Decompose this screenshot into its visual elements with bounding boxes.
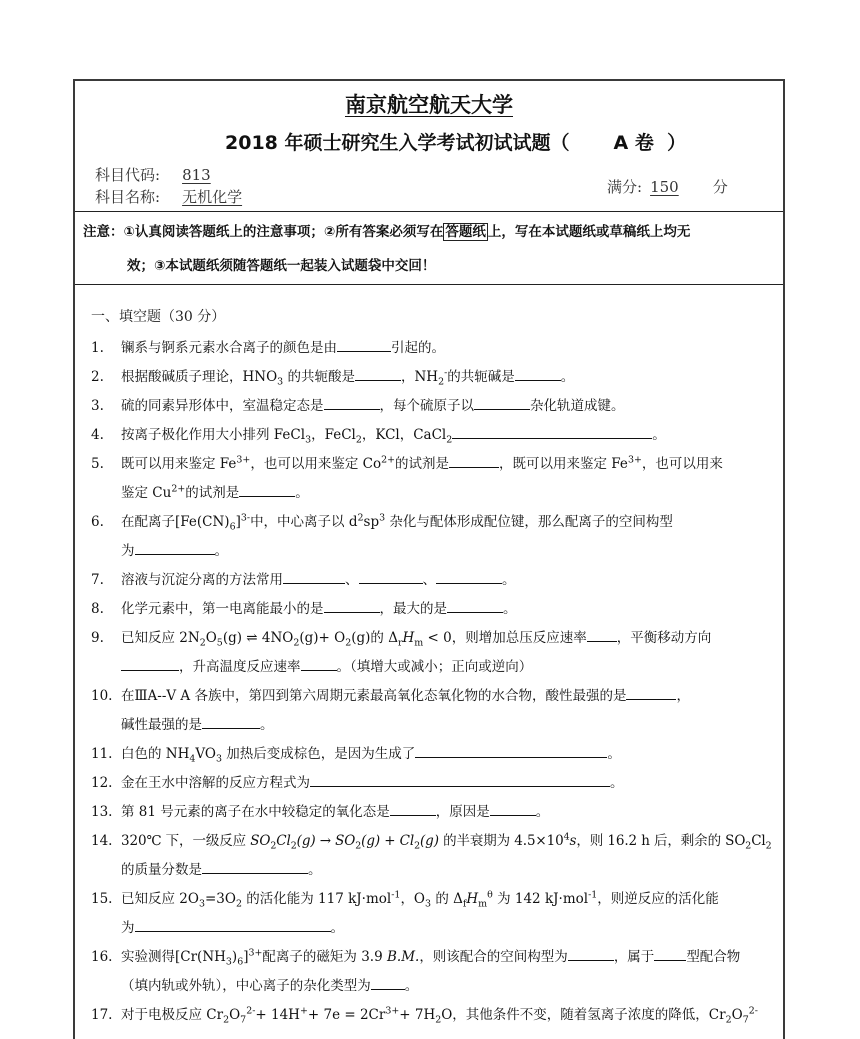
question-text: < 0，则增加总压反应速率 bbox=[423, 630, 587, 646]
question-text: 在ⅢA--Ⅴ A 各族中，第四到第六周期元素最高氧化态氧化物的水合物，酸性最强的是 bbox=[121, 688, 627, 704]
subscript: m bbox=[478, 898, 488, 910]
question-text: 的半衰期为 4.5×10 bbox=[438, 833, 564, 849]
question-text: 。 bbox=[502, 572, 516, 588]
question-number: 3. bbox=[91, 398, 104, 414]
question-number: 11. bbox=[91, 746, 113, 762]
question-text: 。 bbox=[535, 804, 550, 820]
subscript: 2 bbox=[290, 840, 297, 852]
notice-line-1 bbox=[83, 215, 779, 249]
exam-title bbox=[225, 129, 686, 157]
question-line bbox=[121, 653, 775, 682]
question-line bbox=[121, 363, 775, 392]
question-text: 的试剂是 bbox=[395, 456, 450, 472]
subscript: m bbox=[414, 637, 424, 649]
answer-blank bbox=[121, 656, 179, 671]
answer-blank bbox=[202, 859, 308, 874]
question-item bbox=[91, 1001, 775, 1030]
question-text: 的共轭酸是 bbox=[283, 369, 355, 385]
superscript: θ bbox=[487, 889, 493, 901]
subscript: 6 bbox=[237, 956, 244, 968]
question-body bbox=[121, 798, 775, 827]
question-item bbox=[91, 827, 775, 885]
notice-line-2: 效；③本试题纸须随答题纸一起装入试题袋中交回！ bbox=[127, 258, 436, 274]
subscript: 2 bbox=[446, 434, 453, 446]
answer-blank bbox=[515, 366, 561, 381]
question-text: =3O bbox=[204, 891, 236, 907]
question-text: ，最大的是 bbox=[379, 601, 447, 617]
subscript: 3 bbox=[277, 376, 284, 388]
answer-blank bbox=[324, 598, 380, 613]
subscript: 2 bbox=[414, 840, 420, 852]
question-text: SO bbox=[250, 833, 271, 849]
subscript: 3 bbox=[216, 753, 223, 765]
question-text: ，既可以用来鉴定 Fe bbox=[499, 456, 628, 472]
answer-sheet-box: 答题纸 bbox=[445, 224, 486, 240]
question-list bbox=[91, 334, 775, 1030]
question-item bbox=[91, 740, 775, 769]
subject-code bbox=[95, 165, 211, 185]
question-text: VO bbox=[195, 746, 216, 762]
question-body bbox=[121, 943, 775, 1001]
question-line bbox=[121, 566, 775, 595]
question-text: 的共轭碱是 bbox=[447, 369, 515, 385]
question-item bbox=[91, 769, 775, 798]
title-paren-close: ） bbox=[667, 132, 687, 154]
full-score-label: 满分: bbox=[607, 178, 643, 196]
question-body bbox=[121, 421, 775, 450]
question-text: ) bbox=[231, 949, 238, 965]
question-text: 。 bbox=[560, 369, 575, 385]
university-title bbox=[75, 91, 783, 119]
answer-blank bbox=[135, 540, 215, 555]
question-text: ，每个硫原子以 bbox=[379, 398, 474, 414]
answer-blank bbox=[283, 569, 345, 584]
answer-blank bbox=[447, 598, 503, 613]
question-body bbox=[121, 682, 775, 740]
superscript: -1 bbox=[588, 889, 598, 901]
question-text: 的 Δ bbox=[431, 891, 463, 907]
question-text: ，也可以用来 bbox=[641, 456, 723, 472]
question-text: 加热后变成棕色，是因为生成了 bbox=[222, 746, 416, 762]
question-text: ，O bbox=[400, 891, 426, 907]
question-line bbox=[121, 537, 775, 566]
question-text: ] bbox=[235, 514, 241, 530]
notice-text-2: 上，写在本试题纸或草稿纸上均无 bbox=[487, 224, 691, 240]
subscript: 3 bbox=[425, 898, 432, 910]
subscript: 2 bbox=[745, 840, 752, 852]
question-body bbox=[121, 392, 775, 421]
subscript: 2 bbox=[223, 1014, 230, 1026]
question-text: 的试剂是 bbox=[185, 485, 240, 501]
question-text: 、 bbox=[422, 572, 436, 588]
subscript: 2 bbox=[725, 1014, 732, 1026]
question-text: 。 bbox=[214, 543, 228, 559]
question-text: 为 142 kJ·mol bbox=[492, 891, 589, 907]
answer-blank bbox=[587, 627, 617, 642]
question-item bbox=[91, 450, 775, 508]
question-text: O bbox=[205, 630, 217, 646]
question-text: H bbox=[402, 630, 415, 646]
answer-blank bbox=[568, 946, 614, 961]
question-text: 杂化轨道成键。 bbox=[530, 398, 625, 414]
question-line bbox=[121, 943, 775, 972]
question-text: Cl bbox=[751, 833, 766, 849]
answer-blank bbox=[202, 714, 260, 729]
question-text: 。 bbox=[404, 978, 419, 994]
question-line bbox=[121, 972, 775, 1001]
question-body bbox=[121, 740, 775, 769]
question-text: 、 bbox=[345, 572, 359, 588]
notice-text-1: ①认真阅读答题纸上的注意事项；②所有答案必须写在 bbox=[123, 224, 444, 240]
answer-blank bbox=[390, 801, 436, 816]
subject-code-value: 813 bbox=[182, 166, 211, 184]
question-text: O，其他条件不变，随着氢离子浓度的降低，Cr bbox=[441, 1007, 726, 1023]
title-space bbox=[654, 132, 667, 154]
question-text: 。 bbox=[610, 775, 624, 791]
question-text: 中，中心离子以 d bbox=[250, 514, 358, 530]
question-text: 金在王水中溶解的反应方程式为 bbox=[121, 775, 310, 791]
question-text: 。 bbox=[652, 427, 666, 443]
question-text: 。 bbox=[295, 485, 309, 501]
question-line bbox=[121, 479, 775, 508]
question-body bbox=[121, 885, 775, 943]
full-score-unit: 分 bbox=[712, 178, 728, 196]
question-line bbox=[121, 798, 775, 827]
question-number: 16. bbox=[91, 949, 113, 965]
subscript: 2 bbox=[270, 840, 277, 852]
question-text: (g)的 Δ bbox=[351, 630, 398, 646]
question-text: s bbox=[569, 833, 577, 849]
question-text: 根据酸碱质子理论，HNO bbox=[121, 369, 278, 385]
question-text: 按离子极化作用大小排列 FeCl bbox=[121, 427, 306, 443]
question-number: 10. bbox=[91, 688, 113, 704]
question-text: 溶液与沉淀分离的方法常用 bbox=[121, 572, 283, 588]
question-text: 。 bbox=[260, 717, 274, 733]
superscript: - bbox=[444, 367, 448, 379]
question-text: + 7H bbox=[399, 1007, 436, 1023]
university-name: 南京航空航天大学 bbox=[345, 93, 513, 117]
subscript: 2 bbox=[199, 637, 206, 649]
question-body bbox=[121, 566, 775, 595]
question-item bbox=[91, 943, 775, 1001]
question-item bbox=[91, 798, 775, 827]
question-line bbox=[121, 450, 775, 479]
answer-blank bbox=[135, 917, 331, 932]
answer-blank bbox=[359, 569, 423, 584]
question-text: H bbox=[466, 891, 479, 907]
subscript: 2 bbox=[355, 434, 362, 446]
question-text: 鉴定 Cu bbox=[121, 485, 172, 501]
subscript: 3 bbox=[225, 956, 232, 968]
question-text: (g) bbox=[419, 833, 439, 849]
question-text: (g)+ O bbox=[299, 630, 346, 646]
subject-name-label: 科目名称: bbox=[95, 188, 161, 206]
question-line bbox=[121, 856, 775, 885]
question-text: + 14H bbox=[255, 1007, 300, 1023]
question-text: ，则该配合的空间构型为 bbox=[419, 949, 568, 965]
question-text: O bbox=[229, 1007, 241, 1023]
question-text: ，KCl，CaCl bbox=[361, 427, 447, 443]
question-text: ，平衡移动方向 bbox=[616, 630, 712, 646]
superscript: 3+ bbox=[627, 454, 642, 466]
question-text: 。 bbox=[503, 601, 517, 617]
question-item bbox=[91, 624, 775, 682]
question-line bbox=[121, 334, 775, 363]
answer-blank bbox=[371, 975, 405, 990]
question-text: 既可以用来鉴定 Fe bbox=[121, 456, 237, 472]
exam-frame bbox=[73, 79, 785, 1039]
question-item bbox=[91, 334, 775, 363]
subscript: 3 bbox=[305, 434, 312, 446]
question-text: ，属于 bbox=[613, 949, 655, 965]
answer-blank bbox=[452, 424, 652, 439]
question-text: 。 bbox=[308, 862, 322, 878]
question-text: 为 bbox=[121, 920, 135, 936]
superscript: 3- bbox=[240, 512, 251, 524]
question-text: 镧系与锕系元素水合离子的颜色是由 bbox=[121, 340, 337, 356]
subscript: 2 bbox=[435, 1014, 442, 1026]
answer-blank bbox=[436, 569, 502, 584]
question-text: 白色的 NH bbox=[121, 746, 190, 762]
question-line bbox=[121, 711, 775, 740]
question-text: Cl bbox=[276, 833, 291, 849]
full-score bbox=[607, 177, 728, 197]
question-text: ， bbox=[676, 688, 690, 704]
question-number: 15. bbox=[91, 891, 113, 907]
question-number: 2. bbox=[91, 369, 104, 385]
question-item bbox=[91, 363, 775, 392]
question-line bbox=[121, 595, 775, 624]
question-text: B.M. bbox=[386, 949, 420, 965]
question-line bbox=[121, 508, 775, 537]
question-text: 配离子的磁矩为 3.9 bbox=[262, 949, 387, 965]
subscript: r bbox=[397, 637, 403, 649]
subject-name bbox=[95, 187, 242, 207]
question-number: 8. bbox=[91, 601, 104, 617]
question-body bbox=[121, 363, 775, 392]
subject-code-label: 科目代码: bbox=[95, 166, 161, 184]
question-text: 。（填增大或减小；正向或逆向） bbox=[336, 659, 533, 675]
question-text: 为 bbox=[121, 543, 135, 559]
question-body bbox=[121, 595, 775, 624]
question-item bbox=[91, 392, 775, 421]
question-text: 第 81 号元素的离子在水中较稳定的氧化态是 bbox=[121, 804, 390, 820]
question-text: 型配合物 bbox=[686, 949, 741, 965]
question-line bbox=[121, 421, 775, 450]
question-text: 已知反应 2O bbox=[121, 891, 199, 907]
subscript: 2 bbox=[765, 840, 772, 852]
question-text: ，也可以用来鉴定 Co bbox=[250, 456, 382, 472]
answer-blank bbox=[301, 656, 337, 671]
full-score-value: 150 bbox=[650, 178, 679, 196]
question-text: 。 bbox=[607, 746, 621, 762]
superscript: 2+ bbox=[171, 483, 186, 495]
question-text: 杂化与配体形成配位键，那么配离子的空间构型 bbox=[385, 514, 673, 530]
answer-blank bbox=[337, 337, 391, 352]
question-text: 引起的。 bbox=[391, 340, 445, 356]
question-text: 在配离子[Fe(CN) bbox=[121, 514, 230, 530]
question-number: 6. bbox=[91, 514, 104, 530]
subject-name-value: 无机化学 bbox=[182, 188, 243, 206]
subscript: 5 bbox=[216, 637, 223, 649]
section-title: 一、填空题（30 分） bbox=[91, 309, 226, 325]
answer-blank bbox=[415, 743, 607, 758]
question-text: 已知反应 2N bbox=[121, 630, 200, 646]
question-body bbox=[121, 508, 775, 566]
question-number: 14. bbox=[91, 833, 113, 849]
question-line bbox=[121, 392, 775, 421]
superscript: -1 bbox=[391, 889, 401, 901]
question-text: (g) → SO bbox=[296, 833, 356, 849]
superscript: 2- bbox=[748, 1005, 758, 1017]
question-text: ，则 16.2 h 后，剩余的 SO bbox=[576, 833, 746, 849]
superscript: 2+ bbox=[381, 454, 396, 466]
question-text: 320℃ 下，一级反应 bbox=[121, 833, 251, 849]
question-line bbox=[121, 885, 775, 914]
question-text: 硫的同素异形体中，室温稳定态是 bbox=[121, 398, 324, 414]
header-divider bbox=[75, 211, 783, 212]
question-text: 对于电极反应 Cr bbox=[121, 1007, 224, 1023]
question-body bbox=[121, 450, 775, 508]
superscript: 3 bbox=[379, 512, 386, 524]
subscript: 4 bbox=[189, 753, 196, 765]
question-text: ] bbox=[243, 949, 249, 965]
question-number: 9. bbox=[91, 630, 104, 646]
subscript: 3 bbox=[198, 898, 205, 910]
question-body bbox=[121, 1001, 775, 1030]
question-text: O bbox=[731, 1007, 743, 1023]
superscript: + bbox=[299, 1005, 308, 1017]
exam-title-text: 2018 年硕士研究生入学考试初试试题（ bbox=[225, 132, 570, 154]
question-text: ，NH bbox=[400, 369, 439, 385]
question-number: 17. bbox=[91, 1007, 113, 1023]
question-number: 7. bbox=[91, 572, 104, 588]
question-text: ，FeCl bbox=[311, 427, 356, 443]
answer-blank bbox=[310, 772, 610, 787]
question-number: 4. bbox=[91, 427, 104, 443]
answer-blank bbox=[449, 453, 499, 468]
question-text: ，原因是 bbox=[435, 804, 490, 820]
question-text: 的活化能为 117 kJ·mol bbox=[241, 891, 392, 907]
answer-blank bbox=[490, 801, 536, 816]
question-text: + 7e = 2Cr bbox=[307, 1007, 386, 1023]
question-number: 5. bbox=[91, 456, 104, 472]
question-body bbox=[121, 827, 775, 885]
superscript: 3+ bbox=[248, 947, 263, 959]
question-line bbox=[121, 740, 775, 769]
question-item bbox=[91, 595, 775, 624]
subscript: 6 bbox=[229, 521, 236, 533]
question-body bbox=[121, 769, 775, 798]
question-body bbox=[121, 624, 775, 682]
question-line bbox=[121, 1001, 775, 1030]
question-text: ，则逆反应的活化能 bbox=[597, 891, 719, 907]
answer-blank bbox=[239, 482, 295, 497]
question-item bbox=[91, 566, 775, 595]
answer-blank bbox=[626, 685, 676, 700]
question-item bbox=[91, 421, 775, 450]
question-body bbox=[121, 334, 775, 363]
question-item bbox=[91, 682, 775, 740]
superscript: 3+ bbox=[236, 454, 251, 466]
subscript: 2 bbox=[355, 840, 362, 852]
question-line bbox=[121, 769, 775, 798]
paper-version: A 卷 bbox=[613, 132, 654, 154]
superscript: 2- bbox=[246, 1005, 256, 1017]
answer-blank bbox=[654, 946, 686, 961]
answer-blank bbox=[324, 395, 380, 410]
question-number: 13. bbox=[91, 804, 113, 820]
question-text: sp bbox=[363, 514, 380, 530]
answer-blank bbox=[355, 366, 401, 381]
subscript: 2 bbox=[235, 898, 242, 910]
subscript: 2 bbox=[345, 637, 352, 649]
answer-blank bbox=[474, 395, 530, 410]
notice-label: 注意： bbox=[83, 224, 124, 240]
question-text: （填内轨或外轨），中心离子的杂化类型为 bbox=[121, 978, 371, 994]
question-line bbox=[121, 624, 775, 653]
question-line bbox=[121, 682, 775, 711]
notice-divider bbox=[75, 284, 783, 285]
superscript: 4 bbox=[563, 831, 570, 843]
question-text: 的质量分数是 bbox=[121, 862, 202, 878]
question-text: (g) ⇌ 4NO bbox=[222, 630, 294, 646]
subscript: 7 bbox=[742, 1014, 749, 1026]
subscript: 2 bbox=[438, 376, 445, 388]
subscript: 7 bbox=[240, 1014, 247, 1026]
question-text: 碱性最强的是 bbox=[121, 717, 202, 733]
question-item bbox=[91, 885, 775, 943]
question-text: 。 bbox=[330, 920, 344, 936]
question-text: ，升高温度反应速率 bbox=[179, 659, 301, 675]
question-text: (g) + Cl bbox=[361, 833, 415, 849]
notice bbox=[83, 215, 779, 283]
question-item bbox=[91, 508, 775, 566]
question-text: 实验测得[Cr(NH bbox=[121, 949, 226, 965]
question-number: 12. bbox=[91, 775, 113, 791]
question-line bbox=[121, 914, 775, 943]
question-text: 化学元素中，第一电离能最小的是 bbox=[121, 601, 324, 617]
subscript: 2 bbox=[293, 637, 300, 649]
superscript: 2 bbox=[357, 512, 364, 524]
superscript: 3+ bbox=[385, 1005, 400, 1017]
question-number: 1. bbox=[91, 340, 104, 356]
subscript: f bbox=[462, 898, 467, 910]
question-line bbox=[121, 827, 775, 856]
